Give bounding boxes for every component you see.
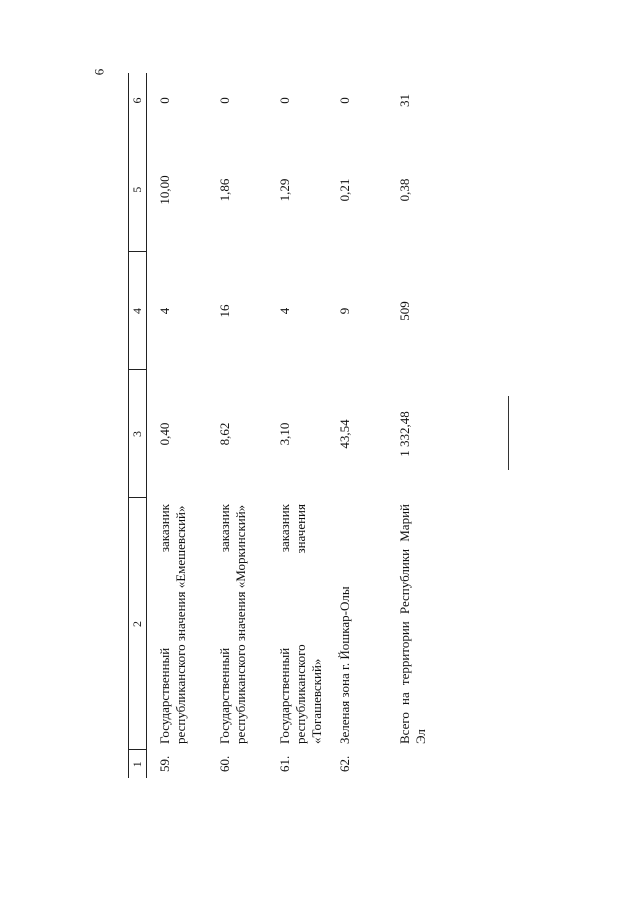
data-table [128, 73, 467, 778]
header-col-3: 3 [129, 370, 147, 498]
header-col-1: 1 [129, 750, 147, 778]
row-value: 0,38 [396, 178, 412, 202]
row-count: 4 [276, 307, 292, 315]
table-row [267, 73, 327, 778]
page-number: 6 [91, 68, 107, 76]
table-row [327, 73, 387, 778]
row-col6: 0 [157, 97, 172, 104]
row-name: Всего на территории Республики Марий Эл [396, 504, 428, 744]
row-number: 59. [157, 755, 172, 772]
header-col-6: 6 [129, 73, 147, 128]
header-col-2: 2 [129, 498, 147, 750]
row-col6: 0 [216, 97, 232, 104]
row-col6: 0 [276, 97, 292, 104]
table-row [147, 73, 207, 778]
row-area: 0,40 [157, 422, 172, 446]
row-area: 43,54 [336, 419, 352, 449]
header-col-4: 4 [129, 252, 147, 370]
row-count: 16 [216, 304, 232, 318]
row-area: 3,10 [276, 422, 292, 446]
row-count: 509 [396, 301, 412, 321]
row-name: Государственный заказник республиканского значения «Тогашевский» [276, 504, 324, 744]
row-name: Зеленая зона г. Йошкар-Олы [336, 586, 352, 744]
row-area: 8,62 [216, 422, 232, 446]
row-number: 62. [336, 755, 352, 772]
end-divider-line [508, 396, 509, 470]
row-value: 1,86 [216, 178, 232, 202]
row-col6: 31 [396, 94, 412, 107]
row-number [387, 750, 467, 778]
row-count: 4 [157, 307, 172, 315]
header-col-5: 5 [129, 128, 147, 252]
row-number: 60. [216, 755, 232, 772]
row-value: 1,29 [276, 178, 292, 202]
data-table-rotated [128, 73, 598, 778]
row-name: Государственный заказник республиканского значения «Емешевский» [157, 504, 188, 744]
row-value: 0,21 [336, 178, 352, 202]
row-name: Государственный заказник республиканского значения «Моркинский» [216, 504, 248, 744]
row-count: 9 [336, 307, 352, 315]
table-header [129, 73, 147, 778]
row-number: 61. [276, 755, 292, 772]
row-value: 10,00 [157, 175, 172, 205]
table-row [207, 73, 267, 778]
table-row-total [387, 73, 467, 778]
row-area: 1 332,48 [396, 411, 412, 457]
row-col6: 0 [336, 97, 352, 104]
